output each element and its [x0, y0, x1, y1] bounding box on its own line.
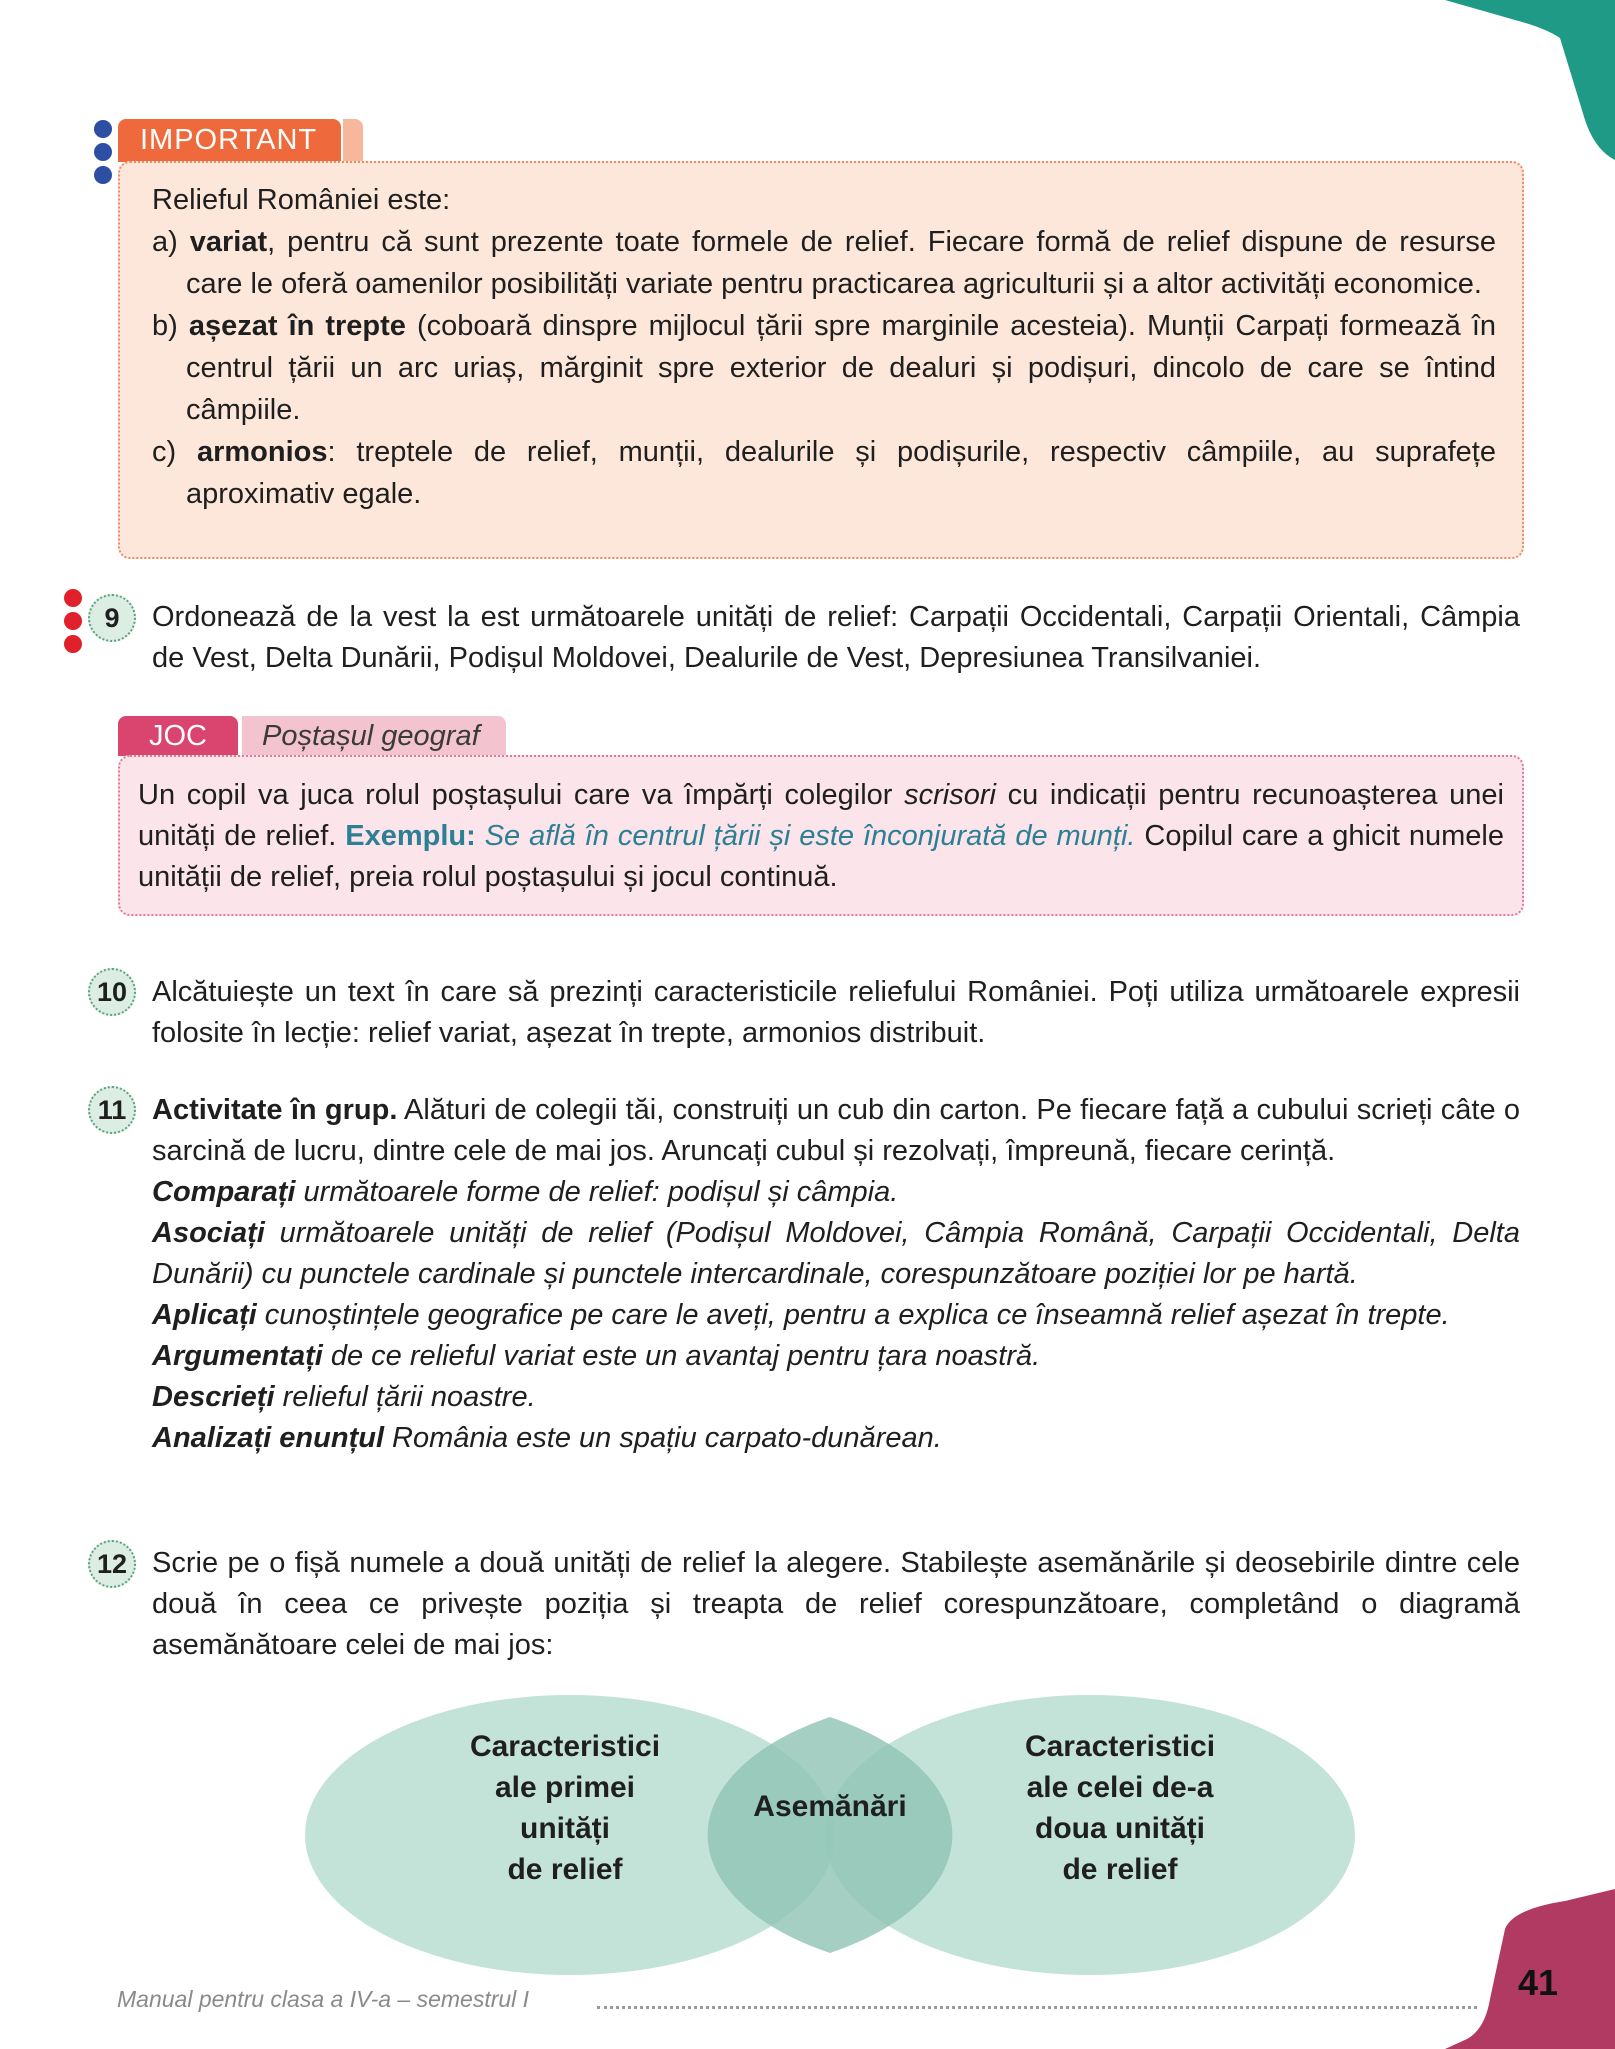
important-item-a: a) variat, pentru că sunt prezente toate formele de relief. Fiecare formă de relief dispune de resurse care le oferă oamenilor posibilități variate pentru practicarea agriculturii și a altor activități economice. [152, 226, 1497, 300]
important-item-c: c) armonios: treptele de relief, munții, dealurile și podișurile, respectiv câmpiile, au suprafețe aproximativ egale. [152, 436, 1496, 510]
exercise-11-task: Descrieți relieful țării noastre. [152, 1381, 536, 1413]
exercise-9-number: 9 [88, 594, 136, 642]
exercise-11-task: Argumentați de ce relieful variat este un avantaj pentru țara noastră. [152, 1340, 1041, 1372]
exercise-11-task: Analizați enunțul România este un spațiu carpato-dunărean. [152, 1422, 942, 1454]
venn-right-line: Caracteristici [1024, 1730, 1216, 1763]
joc-title: Poștașul geograf [242, 716, 506, 756]
joc-example-label: Exemplu: [345, 820, 476, 852]
venn-left-line: ale primei [494, 1771, 636, 1804]
venn-diagram [300, 1690, 1360, 1980]
exercise-12-number: 12 [88, 1540, 136, 1588]
joc-example-text: Se află în centrul țării și este înconjurată de munți. [475, 820, 1136, 852]
venn-left-line: de relief [507, 1853, 623, 1886]
venn-left-line: Caracteristici [469, 1730, 661, 1763]
important-intro: Relieful României este: [152, 184, 451, 216]
exercise-10-number: 10 [88, 968, 136, 1016]
joc-tag: JOC [118, 716, 238, 756]
footer-text: Manual pentru clasa a IV-a – semestrul I [117, 1986, 530, 2012]
exercise-12-text: Scrie pe o fișă numele a două unități de relief la alegere. Stabilește asemănările și deosebirile dintre cele două în ceea ce privește poziția și treapta de relief corespunzătoare, completând o diagramă asemănătoare celei de mai jos: [152, 1547, 1520, 1661]
important-tag: IMPORTANT [118, 119, 341, 162]
exercise-9-text: Ordonează de la vest la est următoarele unități de relief: Carpații Occidentali, Carpații Orientali, Câmpia de Vest, Delta Dunării, Podișul Moldovei, Dealurile de Vest, Depresiunea Transilvaniei. [152, 601, 1520, 674]
corner-decoration-top [1445, 0, 1615, 160]
exercise-11-task: Comparați următoarele forme de relief: podișul și câmpia. [152, 1176, 899, 1208]
page-number: 41 [1518, 1962, 1559, 2003]
exercise-11-text [152, 1090, 1520, 1459]
exercise-11-task: Asociați următoarele unități de relief (Podișul Moldovei, Câmpia Română, Carpații Occidentali, Delta Dunării) cu punctele cardinale și punctele intercardinale, corespunzătoare poziției lor pe hartă. [152, 1217, 1520, 1290]
venn-right-line: doua unități [1035, 1812, 1205, 1845]
venn-left-line: unități [520, 1812, 610, 1845]
joc-box: Un copil va juca rolul poștașului care va împărți colegilor scrisori cu indicații pentru recunoașterea unei unități de relief. Exemplu: Se află în centrul țării și este înconjurată de munți. Copilul care a ghicit numele unității de relief, preia rolul poștașului și jocul continuă. [118, 755, 1524, 916]
important-item-b: b) așezat în trepte (coboară dinspre mijlocul țării spre marginile acesteia). Munții Carpați formează în centrul țării un arc uriaș, mărginit spre exterior de dealuri și podișuri, dincolo de care se întind câmpiile. [152, 310, 1497, 426]
important-box [118, 161, 1524, 559]
venn-right-line: ale celei de-a [1026, 1771, 1214, 1804]
exercise-10-text: Alcătuiește un text în care să prezinți caracteristicile reliefului României. Poți utiliza următoarele expresii folosite în lecție: relief variat, așezat în trepte, armonios distribuit. [152, 976, 1520, 1049]
exercise-11-number: 11 [88, 1086, 136, 1134]
exercise-11-intro: Activitate în grup. Alături de colegii tăi, construiți un cub din carton. Pe fiecare față a cubului scrieți câte o sarcină de lucru, dintre cele de mai jos. Aruncați cubul și rezolvați, împreună, fiecare cerință. [152, 1094, 1520, 1167]
venn-right-line: de relief [1062, 1853, 1178, 1886]
footer-divider [597, 2006, 1477, 2009]
venn-center-label: Asemănări [753, 1790, 907, 1823]
exercise-11-task: Aplicați cunoștințele geografice pe care le aveți, pentru a explica ce înseamnă relief așezat în trepte. [152, 1299, 1450, 1331]
